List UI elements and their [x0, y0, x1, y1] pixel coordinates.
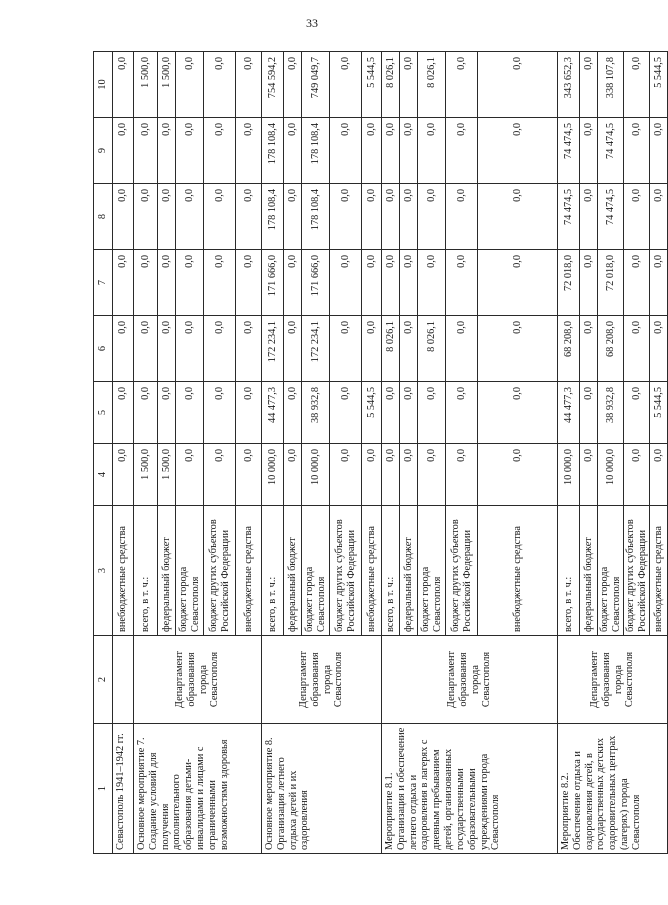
amount-cell: 0,0: [284, 52, 302, 118]
funding-source-cell: бюджет города Севастополя: [176, 506, 204, 636]
amount-cell: 10 000,0: [558, 444, 580, 506]
amount-cell: 0,0: [284, 118, 302, 184]
funding-source-cell: внебюджетные средства: [113, 506, 134, 636]
amount-cell: 0,0: [134, 184, 158, 250]
amount-cell: 0,0: [134, 382, 158, 444]
amount-cell: 0,0: [204, 250, 236, 316]
table-row: [113, 52, 134, 854]
amount-cell: 0,0: [284, 250, 302, 316]
amount-cell: 5 544,5: [362, 382, 382, 444]
activity-name-cell: Мероприятие 8.1. Организация и обеспечение летнего отдыха и оздоровления в лагерях с дневным пребыванием детей, организованных государственными образовательными учреждениями города Севастополя: [382, 724, 558, 854]
amount-cell: 0,0: [418, 250, 446, 316]
amount-cell: 0,0: [330, 184, 362, 250]
amount-cell: 178 108,4: [262, 118, 284, 184]
amount-cell: 0,0: [113, 382, 134, 444]
amount-cell: 0,0: [418, 184, 446, 250]
amount-cell: 0,0: [382, 444, 400, 506]
column-header: 2: [94, 636, 113, 724]
funding-source-cell: всего, в т. ч.:: [558, 506, 580, 636]
amount-cell: 0,0: [236, 316, 262, 382]
funding-source-cell: федеральный бюджет: [284, 506, 302, 636]
amount-cell: 0,0: [446, 184, 478, 250]
amount-cell: 0,0: [204, 444, 236, 506]
amount-cell: 0,0: [330, 118, 362, 184]
amount-cell: 0,0: [400, 184, 418, 250]
funding-source-cell: внебюджетные средства: [236, 506, 262, 636]
amount-cell: 5 544,5: [650, 52, 668, 118]
amount-cell: 0,0: [113, 184, 134, 250]
amount-cell: 0,0: [176, 184, 204, 250]
amount-cell: 0,0: [113, 444, 134, 506]
funding-source-cell: федеральный бюджет: [580, 506, 598, 636]
amount-cell: 0,0: [382, 184, 400, 250]
rotated-table-container: [93, 52, 664, 854]
table-row: [262, 52, 284, 854]
amount-cell: 0,0: [204, 118, 236, 184]
funding-source-cell: федеральный бюджет: [158, 506, 176, 636]
amount-cell: 44 477,3: [558, 382, 580, 444]
amount-cell: 0,0: [478, 382, 558, 444]
amount-cell: 0,0: [204, 52, 236, 118]
amount-cell: 0,0: [158, 382, 176, 444]
funding-source-cell: бюджет города Севастополя: [598, 506, 624, 636]
amount-cell: 178 108,4: [302, 118, 330, 184]
budget-table: [93, 51, 668, 854]
amount-cell: 0,0: [134, 118, 158, 184]
amount-cell: 0,0: [113, 250, 134, 316]
amount-cell: 10 000,0: [262, 444, 284, 506]
amount-cell: 0,0: [330, 52, 362, 118]
amount-cell: 44 477,3: [262, 382, 284, 444]
amount-cell: 178 108,4: [302, 184, 330, 250]
funding-source-cell: внебюджетные средства: [362, 506, 382, 636]
amount-cell: 0,0: [236, 250, 262, 316]
funding-source-cell: бюджет других субъектов Российской Федерации: [330, 506, 362, 636]
column-header: 5: [94, 382, 113, 444]
amount-cell: 0,0: [113, 52, 134, 118]
amount-cell: 0,0: [650, 444, 668, 506]
amount-cell: 0,0: [624, 250, 650, 316]
amount-cell: 0,0: [580, 250, 598, 316]
executor-cell: Департамент образования города Севастополя: [382, 636, 558, 724]
amount-cell: 68 208,0: [558, 316, 580, 382]
amount-cell: 0,0: [204, 316, 236, 382]
amount-cell: 0,0: [158, 184, 176, 250]
amount-cell: 172 234,1: [262, 316, 284, 382]
amount-cell: 0,0: [382, 250, 400, 316]
column-header: 10: [94, 52, 113, 118]
amount-cell: 338 107,8: [598, 52, 624, 118]
amount-cell: 0,0: [176, 250, 204, 316]
amount-cell: 0,0: [446, 382, 478, 444]
table-row: [558, 52, 580, 854]
column-header: 7: [94, 250, 113, 316]
amount-cell: 38 932,8: [302, 382, 330, 444]
amount-cell: 0,0: [400, 250, 418, 316]
amount-cell: 74 474,5: [558, 184, 580, 250]
amount-cell: 0,0: [158, 118, 176, 184]
amount-cell: 0,0: [650, 250, 668, 316]
amount-cell: 0,0: [362, 184, 382, 250]
amount-cell: 0,0: [362, 250, 382, 316]
amount-cell: 0,0: [478, 118, 558, 184]
amount-cell: 0,0: [624, 316, 650, 382]
amount-cell: 171 666,0: [302, 250, 330, 316]
funding-source-cell: бюджет других субъектов Российской Федерации: [204, 506, 236, 636]
amount-cell: 0,0: [624, 444, 650, 506]
amount-cell: 0,0: [446, 52, 478, 118]
executor-cell: Департамент образования города Севастополя: [134, 636, 262, 724]
amount-cell: 74 474,5: [558, 118, 580, 184]
column-header: 1: [94, 724, 113, 854]
amount-cell: 0,0: [236, 52, 262, 118]
amount-cell: 0,0: [330, 444, 362, 506]
amount-cell: 0,0: [284, 316, 302, 382]
funding-source-cell: бюджет города Севастополя: [418, 506, 446, 636]
amount-cell: 0,0: [330, 316, 362, 382]
funding-source-cell: всего, в т. ч.:: [382, 506, 400, 636]
amount-cell: 0,0: [158, 316, 176, 382]
executor-cell: [113, 636, 134, 724]
amount-cell: 0,0: [624, 184, 650, 250]
amount-cell: 5 544,5: [362, 52, 382, 118]
amount-cell: 8 026,1: [382, 316, 400, 382]
amount-cell: 343 652,3: [558, 52, 580, 118]
activity-name-cell: Севастополь 1941–1942 гг.: [113, 724, 134, 854]
amount-cell: 1 500,0: [158, 52, 176, 118]
amount-cell: 0,0: [330, 382, 362, 444]
amount-cell: 8 026,1: [418, 316, 446, 382]
funding-source-cell: бюджет города Севастополя: [302, 506, 330, 636]
amount-cell: 0,0: [446, 250, 478, 316]
amount-cell: 0,0: [176, 444, 204, 506]
funding-source-cell: бюджет других субъектов Российской Федерации: [446, 506, 478, 636]
amount-cell: 5 544,5: [650, 382, 668, 444]
table-body: [113, 52, 668, 854]
funding-source-cell: внебюджетные средства: [650, 506, 668, 636]
amount-cell: 0,0: [478, 316, 558, 382]
amount-cell: 0,0: [362, 118, 382, 184]
page-number: 33: [306, 16, 318, 30]
amount-cell: 1 500,0: [134, 52, 158, 118]
amount-cell: 8 026,1: [382, 52, 400, 118]
funding-source-cell: всего, в т. ч.:: [134, 506, 158, 636]
amount-cell: 0,0: [362, 444, 382, 506]
executor-cell: Департамент образования города Севастополя: [558, 636, 668, 724]
amount-cell: 8 026,1: [418, 52, 446, 118]
amount-cell: 1 500,0: [158, 444, 176, 506]
amount-cell: 0,0: [176, 382, 204, 444]
amount-cell: 754 594,2: [262, 52, 284, 118]
amount-cell: 749 049,7: [302, 52, 330, 118]
amount-cell: 0,0: [478, 444, 558, 506]
amount-cell: 74 474,5: [598, 184, 624, 250]
amount-cell: 171 666,0: [262, 250, 284, 316]
amount-cell: 0,0: [580, 184, 598, 250]
funding-source-cell: федеральный бюджет: [400, 506, 418, 636]
amount-cell: 0,0: [580, 52, 598, 118]
amount-cell: 0,0: [284, 444, 302, 506]
amount-cell: 0,0: [204, 382, 236, 444]
amount-cell: 0,0: [580, 444, 598, 506]
amount-cell: 0,0: [176, 316, 204, 382]
amount-cell: 0,0: [236, 444, 262, 506]
amount-cell: 178 108,4: [262, 184, 284, 250]
amount-cell: 0,0: [580, 118, 598, 184]
amount-cell: 0,0: [478, 184, 558, 250]
amount-cell: 0,0: [580, 316, 598, 382]
amount-cell: 0,0: [134, 316, 158, 382]
amount-cell: 0,0: [446, 118, 478, 184]
amount-cell: 0,0: [134, 250, 158, 316]
amount-cell: 0,0: [382, 382, 400, 444]
executor-cell: Департамент образования города Севастополя: [262, 636, 382, 724]
amount-cell: 0,0: [624, 118, 650, 184]
activity-name-cell: Мероприятие 8.2. Обеспечение отдыха и оздоровления детей, в государственных детских оздоровительных центрах (лагерях) города Севастополя: [558, 724, 668, 854]
amount-cell: 0,0: [418, 382, 446, 444]
header-row: [94, 52, 113, 854]
amount-cell: 0,0: [650, 316, 668, 382]
column-header: 9: [94, 118, 113, 184]
amount-cell: 0,0: [478, 250, 558, 316]
amount-cell: 10 000,0: [598, 444, 624, 506]
amount-cell: 0,0: [418, 444, 446, 506]
amount-cell: 0,0: [650, 184, 668, 250]
amount-cell: 72 018,0: [558, 250, 580, 316]
amount-cell: 74 474,5: [598, 118, 624, 184]
amount-cell: 0,0: [446, 316, 478, 382]
amount-cell: 0,0: [113, 316, 134, 382]
amount-cell: 68 208,0: [598, 316, 624, 382]
amount-cell: 0,0: [624, 52, 650, 118]
amount-cell: 0,0: [158, 250, 176, 316]
column-header: 6: [94, 316, 113, 382]
amount-cell: 0,0: [580, 382, 598, 444]
amount-cell: 0,0: [236, 184, 262, 250]
amount-cell: 0,0: [382, 118, 400, 184]
amount-cell: 0,0: [236, 118, 262, 184]
amount-cell: 0,0: [624, 382, 650, 444]
funding-source-cell: бюджет других субъектов Российской Федерации: [624, 506, 650, 636]
activity-name-cell: Основное мероприятие 8. Организация летнего отдыха детей и их оздоровления: [262, 724, 382, 854]
amount-cell: 0,0: [400, 382, 418, 444]
amount-cell: 0,0: [204, 184, 236, 250]
amount-cell: 38 932,8: [598, 382, 624, 444]
amount-cell: 0,0: [650, 118, 668, 184]
amount-cell: 0,0: [236, 382, 262, 444]
table-row: [134, 52, 158, 854]
amount-cell: 0,0: [330, 250, 362, 316]
amount-cell: 0,0: [176, 118, 204, 184]
column-header: 8: [94, 184, 113, 250]
amount-cell: 0,0: [418, 118, 446, 184]
column-header: 3: [94, 506, 113, 636]
activity-name-cell: Основное мероприятие 7. Создание условий для получения дополнительного образования детьми-инвалидами и лицами с ограниченными возможностями здоровья: [134, 724, 262, 854]
amount-cell: 1 500,0: [134, 444, 158, 506]
amount-cell: 0,0: [284, 184, 302, 250]
amount-cell: 0,0: [284, 382, 302, 444]
amount-cell: 0,0: [113, 118, 134, 184]
amount-cell: 0,0: [400, 118, 418, 184]
column-header: 4: [94, 444, 113, 506]
funding-source-cell: всего, в т. ч.:: [262, 506, 284, 636]
amount-cell: 0,0: [400, 444, 418, 506]
amount-cell: 0,0: [400, 52, 418, 118]
amount-cell: 10 000,0: [302, 444, 330, 506]
table-row: [382, 52, 400, 854]
amount-cell: 0,0: [362, 316, 382, 382]
funding-source-cell: внебюджетные средства: [478, 506, 558, 636]
amount-cell: 172 234,1: [302, 316, 330, 382]
amount-cell: 0,0: [446, 444, 478, 506]
amount-cell: 0,0: [400, 316, 418, 382]
amount-cell: 0,0: [176, 52, 204, 118]
amount-cell: 72 018,0: [598, 250, 624, 316]
amount-cell: 0,0: [478, 52, 558, 118]
